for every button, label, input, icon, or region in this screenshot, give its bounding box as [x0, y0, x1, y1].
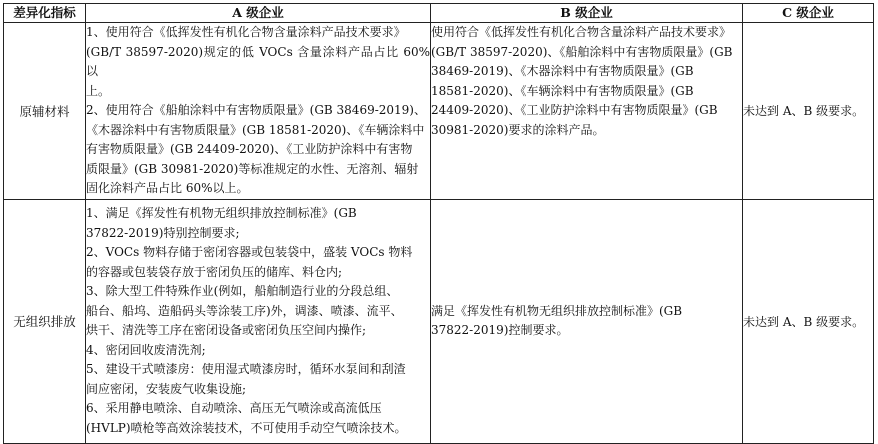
header-indicator: 差异化指标: [4, 4, 86, 23]
text-line: 24409-2020)、《工业防护涂料中有害物质限量》(GB: [431, 103, 718, 117]
text-line: 的容器或包装袋存放于密闭负压的储库、料仓内;: [86, 264, 343, 279]
row-label-raw-materials: 原辅材料: [4, 23, 86, 200]
text-line: 37822-2019)特别控制要求;: [86, 225, 240, 240]
grade-c-raw-materials: 未达到 A、B 级要求。: [743, 23, 874, 200]
text-line: 2、使用符合《船舶涂料中有害物质限量》(GB 38469-2019)、: [86, 103, 426, 117]
grade-a-raw-materials: [86, 23, 431, 200]
header-grade-a: A 级企业: [86, 4, 431, 23]
text-line: 3、除大型工件特殊作业(例如，船舶制造行业的分段总组、: [86, 284, 399, 298]
header-grade-c: C 级企业: [743, 4, 874, 23]
text-line: 《木器涂料中有害物质限量》(GB 18581-2020)、《车辆涂料中: [86, 122, 425, 137]
text-line: (HVLP)喷枪等高效涂装技术，不可使用手动空气喷涂技术。: [86, 420, 407, 435]
table-row: [4, 199, 874, 443]
text-line: 有害物质限量》(GB 24409-2020)、《工业防护涂料中有害物: [86, 142, 413, 156]
grade-b-raw-materials: [431, 23, 743, 200]
text-line: 质限量》(GB 30981-2020)等标准规定的水性、无溶剂、辐射: [86, 161, 419, 176]
text-line: 18581-2020)、《车辆涂料中有害物质限量》(GB: [431, 83, 694, 98]
text-line: 30981-2020)要求的涂料产品。: [431, 122, 605, 137]
differentiation-table: [3, 3, 874, 444]
text-line: 船台、船坞、造船码头等涂装工序)外，调漆、喷漆、流平、: [86, 303, 403, 318]
text-line: (GB/T 38597-2020)规定的低 VOCs 含量涂料产品占比 60%以: [86, 44, 430, 78]
row-label-fugitive-emissions: 无组织排放: [4, 199, 86, 443]
text-line: (GB/T 38597-2020)、《船舶涂料中有害物质限量》(GB: [431, 44, 733, 59]
text-line: 上。: [86, 83, 111, 98]
text-line: 1、使用符合《低挥发性有机化合物含量涂料产品技术要求》: [86, 25, 406, 39]
header-grade-b: B 级企业: [431, 4, 743, 23]
text-line: 烘干、清洗等工序在密闭设备或密闭负压空间内操作;: [86, 323, 367, 337]
header-row: [4, 4, 874, 23]
table-row: [4, 23, 874, 200]
grade-c-fugitive-emissions: 未达到 A、B 级要求。: [743, 199, 874, 443]
grade-a-fugitive-emissions: [86, 199, 431, 443]
text-line: 1、满足《挥发性有机物无组织排放控制标准》(GB: [86, 206, 357, 220]
text-line: 2、VOCs 物料存储于密闭容器或包装袋中，盛装 VOCs 物料: [86, 245, 413, 259]
text-line: 满足《挥发性有机物无组织排放控制标准》(GB: [431, 303, 683, 318]
text-line: 固化涂料产品占比 60%以上。: [86, 181, 249, 195]
text-line: 间应密闭，安装废气收集设施;: [86, 381, 247, 396]
text-line: 4、密闭回收废清洗剂;: [86, 342, 206, 357]
text-line: 38469-2019)、《木器涂料中有害物质限量》(GB: [431, 64, 694, 78]
grade-b-fugitive-emissions: [431, 199, 743, 443]
text-line: 5、建设干式喷漆房：使用湿式喷漆房时，循环水泵间和刮渣: [86, 362, 406, 376]
text-line: 37822-2019)控制要求。: [431, 323, 569, 337]
text-line: 6、采用静电喷涂、自动喷涂、高压无气喷涂或高流低压: [86, 401, 382, 415]
text-line: 使用符合《低挥发性有机化合物含量涂料产品技术要求》: [431, 25, 732, 39]
